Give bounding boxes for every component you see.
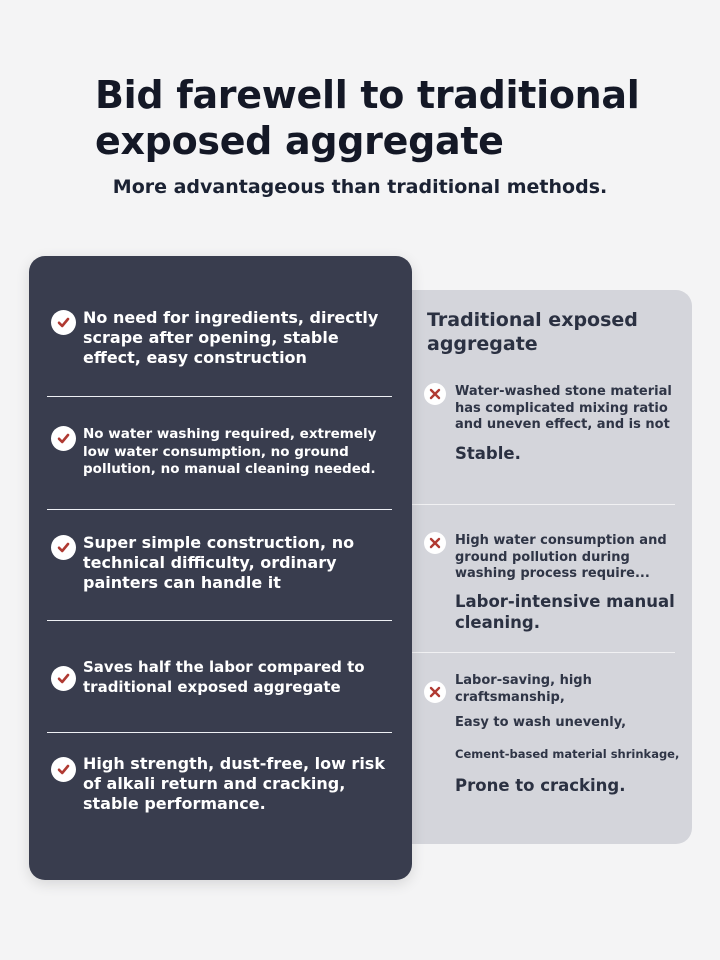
divider bbox=[47, 732, 392, 733]
traditional-item-emphasis: Prone to cracking. bbox=[455, 776, 626, 795]
traditional-item-text: High water consumption and ground pollution during washing process require... bbox=[455, 533, 667, 581]
cross-icon bbox=[424, 383, 446, 405]
check-icon bbox=[51, 535, 76, 560]
traditional-item-text: Labor-saving, high craftsmanship, bbox=[455, 673, 592, 705]
page-subtitle: More advantageous than traditional methods. bbox=[112, 176, 608, 198]
advantage-text: No need for ingredients, directly scrape after opening, stable effect, easy construction bbox=[83, 308, 379, 367]
traditional-item-text: Water-washed stone material has complicated mixing ratio and uneven effect, and is not bbox=[455, 384, 672, 432]
traditional-item-3 bbox=[412, 652, 680, 833]
cross-icon bbox=[424, 681, 446, 703]
check-icon bbox=[51, 666, 76, 691]
cross-icon bbox=[424, 532, 446, 554]
check-icon bbox=[51, 310, 76, 335]
divider bbox=[47, 396, 392, 397]
advantage-text: High strength, dust-free, low risk of alkali return and cracking, stable performance. bbox=[83, 754, 385, 813]
divider bbox=[47, 509, 392, 510]
traditional-item-1 bbox=[412, 376, 675, 504]
traditional-item-emphasis: Labor-intensive manual cleaning. bbox=[455, 592, 675, 632]
divider bbox=[47, 620, 392, 621]
page-title: Bid farewell to traditional exposed aggregate bbox=[95, 73, 640, 163]
advantage-text: Saves half the labor compared to traditional exposed aggregate bbox=[83, 658, 365, 696]
traditional-panel bbox=[395, 290, 692, 844]
advantage-text: Super simple construction, no technical difficulty, ordinary painters can handle it bbox=[83, 533, 355, 592]
traditional-item-text: Easy to wash unevenly, bbox=[455, 715, 627, 730]
advantages-panel bbox=[29, 256, 412, 880]
traditional-item-emphasis: Stable. bbox=[455, 444, 521, 463]
traditional-item-text: Cement-based material shrinkage, bbox=[455, 747, 680, 761]
traditional-heading: Traditional exposed aggregate bbox=[427, 309, 638, 355]
advantage-text: No water washing required, extremely low water consumption, no ground pollution, no manual cleaning needed. bbox=[83, 426, 377, 477]
check-icon bbox=[51, 426, 76, 451]
check-icon bbox=[51, 757, 76, 782]
traditional-item-2 bbox=[412, 504, 675, 653]
